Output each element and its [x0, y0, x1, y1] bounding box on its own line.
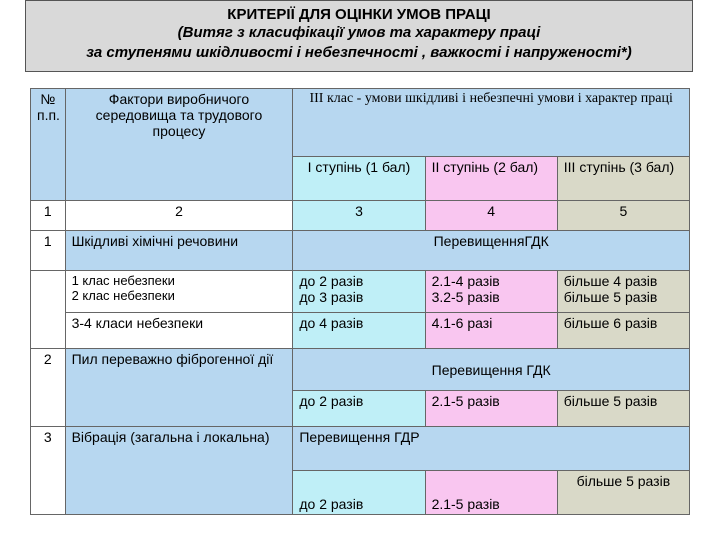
row-stage3: більше 5 разів	[557, 391, 689, 427]
row-chemicals-class12	[31, 271, 690, 313]
col-number: 1	[31, 201, 66, 231]
col-number: 3	[293, 201, 425, 231]
col-number: 2	[65, 201, 293, 231]
row-stage2: 2.1-5 разів	[425, 471, 557, 515]
row-note: Перевищення ГДР	[293, 427, 690, 471]
col-number: 5	[557, 201, 689, 231]
title-main: КРИТЕРІЇ ДЛЯ ОЦІНКИ УМОВ ПРАЦІ	[227, 6, 491, 23]
title-box	[25, 0, 693, 72]
header-stage1: І ступінь (1 бал)	[293, 157, 425, 201]
row-factor: Вібрація (загальна і локальна)	[65, 427, 293, 515]
column-numbers-row	[31, 201, 690, 231]
row-factor: 1 клас небезпеки 2 клас небезпеки	[65, 271, 293, 313]
row-factor: 3-4 класи небезпеки	[65, 313, 293, 349]
row-factor: Шкідливі хімічні речовини	[65, 231, 293, 271]
row-stage3: більше 5 разів	[557, 471, 689, 515]
row-dust	[31, 349, 690, 391]
title-subtitle: (Витяг з класифікації умов та характеру праці	[177, 24, 541, 41]
row-note: Перевищення ГДК	[293, 349, 690, 391]
row-stage3: більше 6 разів	[557, 313, 689, 349]
row-stage2: 2.1-5 разів	[425, 391, 557, 427]
row-chemicals-class34	[31, 313, 690, 349]
row-factor: Пил переважно фіброгенної дії	[65, 349, 293, 427]
row-stage1: до 4 разів	[293, 313, 425, 349]
row-chemicals	[31, 231, 690, 271]
row-num: 1	[31, 231, 66, 271]
criteria-table	[30, 88, 690, 515]
row-stage3: більше 4 разів більше 5 разів	[557, 271, 689, 313]
header-factors: Фактори виробничого середовища та трудового процесу	[65, 89, 293, 201]
header-class3: ІІІ клас - умови шкідливі і небезпечні умови і характер праці	[293, 89, 690, 157]
col-number: 4	[425, 201, 557, 231]
row-stage1: до 2 разів	[293, 471, 425, 515]
row-vibration	[31, 427, 690, 471]
row-num: 3	[31, 427, 66, 515]
row-note: ПеревищенняГДК	[293, 231, 690, 271]
header-stage3: ІІІ ступінь (3 бал)	[557, 157, 689, 201]
row-stage1: до 2 разів	[293, 391, 425, 427]
header-row	[31, 89, 690, 157]
row-stage2: 4.1-6 разі	[425, 313, 557, 349]
header-num: № п.п.	[31, 89, 66, 201]
header-stage2: ІІ ступінь (2 бал)	[425, 157, 557, 201]
row-num: 2	[31, 349, 66, 427]
row-stage2: 2.1-4 разів 3.2-5 разів	[425, 271, 557, 313]
row-stage1: до 2 разів до 3 разів	[293, 271, 425, 313]
title-subtitle-2: за ступенями шкідливості і небезпечності , важкості і напруженості*)	[86, 44, 632, 61]
